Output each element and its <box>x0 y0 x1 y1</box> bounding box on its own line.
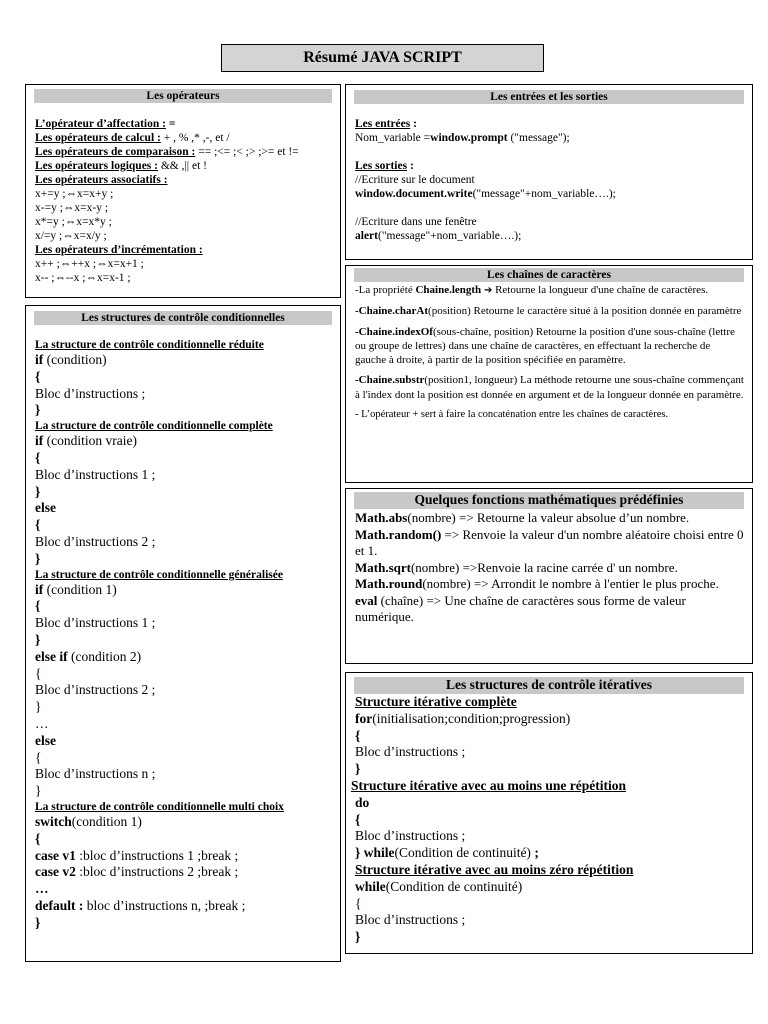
condition-text: (condition vraie) <box>43 433 137 449</box>
math-desc: => Renvoie la valeur d'un nombre aléatoire choisi entre 0 et 1. <box>355 526 744 558</box>
case-keyword: case v2 <box>35 864 76 880</box>
condition-text: (condition 1) <box>43 581 117 597</box>
affectation-value: = <box>165 118 176 130</box>
alert-args: ("message"+nom_variable….); <box>377 230 522 242</box>
associatifs-label: Les opérateurs associatifs : <box>35 174 168 186</box>
close-brace: } <box>35 699 42 715</box>
string-method: -Chaine.substr <box>355 374 425 387</box>
generalisee-title: La structure de contrôle conditionnelle généralisée <box>35 568 283 581</box>
bloc-text: Bloc d’instructions ; <box>355 744 466 760</box>
bloc-text: Bloc d’instructions 2 ; <box>35 533 156 549</box>
incr-line: x++ ;⇔++x ;⇔x=x+1 ; <box>35 258 144 270</box>
while-args: (Condition de continuité) <box>385 878 523 894</box>
logiques-label: Les opérateurs logiques : <box>35 160 158 172</box>
condition-text: (condition 1) <box>71 813 142 829</box>
strings-header: Les chaînes de caractères <box>354 268 744 282</box>
open-brace: { <box>35 749 42 765</box>
bloc-text: Bloc d’instructions ; <box>355 912 466 928</box>
open-brace: { <box>35 449 41 465</box>
string-item-text: (position) Retourne le caractère situé à la position donnée en paramètre <box>428 305 742 318</box>
math-eval: eval <box>355 592 378 608</box>
affectation-label: L’opérateur d’affectation : <box>35 118 166 130</box>
comment-window: //Ecriture dans une fenêtre <box>355 216 477 228</box>
incr-line: x-- ;⇔--x ;⇔x=x-1 ; <box>35 272 131 284</box>
statement-end: ; <box>530 845 539 861</box>
comparaison-value: == ;<= ;< ;> ;>= et != <box>195 146 299 158</box>
assoc-line: x/=y ;⇔x=x/y ; <box>35 230 107 242</box>
comparaison-label: Les opérateurs de comparaison : <box>35 146 196 158</box>
ellipsis: … <box>35 715 49 731</box>
assoc-line: x*=y ;⇔x=x*y ; <box>35 216 112 228</box>
case-keyword: case v1 <box>35 847 76 863</box>
page-title: Résumé JAVA SCRIPT <box>221 44 544 72</box>
case-text: :bloc d’instructions 2 ;break ; <box>75 864 239 880</box>
iterative-header: Les structures de contrôle itératives <box>354 677 744 694</box>
close-brace: } <box>355 929 361 945</box>
bloc-text: Bloc d’instructions 1 ; <box>35 466 156 482</box>
math-desc: (nombre) =>Renvoie la racine carrée d' un nombre. <box>410 559 678 575</box>
open-brace: { <box>355 811 361 827</box>
iterative-box <box>345 672 753 954</box>
operators-header: Les opérateurs <box>34 89 332 103</box>
math-desc: (nombre) => Retourne la valeur absolue d’un nombre. <box>407 510 690 525</box>
close-brace: } <box>35 402 41 418</box>
string-item-text: Retourne la longueur d'une chaîne de caractères. <box>492 284 709 296</box>
close-brace: } <box>35 550 41 566</box>
open-brace: { <box>355 727 361 743</box>
write-args: ("message"+nom_variable….); <box>472 188 616 200</box>
open-brace: { <box>35 368 41 384</box>
ellipsis: … <box>35 881 49 897</box>
iter-one-title: Structure itérative avec au moins une répétition <box>351 777 626 793</box>
iter-zero-title: Structure itérative avec au moins zéro répétition <box>355 861 634 877</box>
assoc-line: x-=y ;⇔x=x-y ; <box>35 202 109 214</box>
strings-box <box>345 265 753 483</box>
math-desc: (chaîne) => Une chaîne de caractères sous forme de valeur numérique. <box>355 592 686 624</box>
close-brace: } <box>35 631 41 647</box>
bloc-text: Bloc d’instructions n ; <box>35 766 156 782</box>
complete-title: La structure de contrôle conditionnelle complète <box>35 420 273 433</box>
math-round: Math.round <box>355 576 423 591</box>
bloc-text: Bloc d’instructions 1 ; <box>35 615 156 631</box>
string-item-pre: -La propriété <box>355 284 416 296</box>
math-random: Math.random() <box>355 526 442 542</box>
math-abs: Math.abs <box>355 510 408 525</box>
prompt-function: window.prompt <box>430 132 508 144</box>
open-brace: { <box>355 895 362 911</box>
iter-complete-title: Structure itérative complète <box>355 694 517 709</box>
calcul-label: Les opérateurs de calcul : <box>35 132 161 144</box>
default-keyword: default : <box>35 897 84 913</box>
sorties-label: Les sorties <box>355 160 408 172</box>
case-text: :bloc d’instructions 1 ;break ; <box>75 847 239 863</box>
if-keyword: if <box>35 433 44 449</box>
open-brace: { <box>35 665 42 681</box>
write-function: window.document.write <box>355 188 473 200</box>
open-brace: { <box>35 598 41 614</box>
io-box: Les entrées et les sorties Les entrées : Nom_variable =window.prompt ("message"); Les sorties : //Ecriture sur le document window.document.write("message"+nom_variable….); //Ecriture dans une fenêtre alert("message"+nom_variable….); <box>345 84 753 260</box>
prompt-var: Nom_variable = <box>355 132 431 144</box>
condition-text: (condition 2) <box>67 648 142 664</box>
else-if-keyword: else if <box>35 648 68 664</box>
condition-text: (condition) <box>43 352 107 367</box>
bloc-text: Bloc d’instructions ; <box>35 385 146 401</box>
string-method: -Chaine.indexOf <box>355 325 433 338</box>
string-property: Chaine.length <box>415 284 482 296</box>
calcul-value: + , % ,* ,-, et / <box>160 132 230 144</box>
string-item-text: (position1, longueur) La méthode retourne une sous-chaîne commençant à l'index dont la position est donnée en argument et de la longueur donnée en paramètre. <box>355 374 744 401</box>
else-keyword: else <box>35 732 56 748</box>
multi-title: La structure de contrôle conditionnelle multi choix <box>35 800 284 813</box>
open-brace: { <box>35 517 41 533</box>
bloc-text: Bloc d’instructions 2 ; <box>35 682 156 698</box>
while-args: (Condition de continuité) <box>394 845 531 861</box>
for-args: (initialisation;condition;progression) <box>372 710 571 726</box>
io-header: Les entrées et les sorties <box>354 90 744 104</box>
conditional-box <box>25 305 341 962</box>
reduite-title: La structure de contrôle conditionnelle réduite <box>35 339 264 351</box>
comment-document: //Ecriture sur le document <box>355 174 475 186</box>
open-brace: { <box>35 830 41 846</box>
close-brace: } <box>35 483 41 499</box>
arrow-icon: ➔ <box>483 285 493 296</box>
math-box <box>345 488 753 664</box>
close-brace: } <box>35 914 41 930</box>
do-keyword: do <box>355 794 370 810</box>
math-header: Quelques fonctions mathématiques prédéfinies <box>354 492 744 509</box>
for-keyword: for <box>355 710 373 726</box>
default-text: bloc d’instructions n, ;break ; <box>83 897 246 913</box>
close-brace: } <box>35 783 42 799</box>
switch-keyword: switch <box>35 813 72 829</box>
concat-note: - L’opérateur + sert à faire la concaténation entre les chaînes de caractères. <box>355 409 669 421</box>
math-desc: (nombre) => Arrondit le nombre à l'entier le plus proche. <box>422 576 719 591</box>
else-keyword: else <box>35 500 56 516</box>
operators-box <box>25 84 341 298</box>
logiques-value: && ,|| et ! <box>157 160 207 172</box>
while-keyword: while <box>355 878 386 894</box>
if-keyword: if <box>35 581 44 597</box>
if-keyword: if <box>35 352 44 367</box>
math-sqrt: Math.sqrt <box>355 559 411 575</box>
prompt-args: ("message"); <box>507 132 570 144</box>
string-item-text: (sous-chaîne, position) Retourne la position d'une sous-chaîne (lettre ou groupe de lettres) dans une chaîne de caractères, en effectuant la recherche de gauche à droite, à partir de la position spécifiée en paramètre. <box>355 325 735 367</box>
conditional-header: Les structures de contrôle conditionnelles <box>34 311 332 325</box>
entrees-label: Les entrées <box>355 118 411 130</box>
assoc-line: x+=y ;⇔x=x+y ; <box>35 188 114 200</box>
close-brace: } <box>355 761 361 777</box>
increment-label: Les opérateurs d’incrémentation : <box>35 244 203 256</box>
alert-function: alert <box>355 230 378 242</box>
while-keyword: } while <box>355 845 395 861</box>
string-method: -Chaine.charAt <box>355 305 429 318</box>
bloc-text: Bloc d’instructions ; <box>355 828 466 844</box>
